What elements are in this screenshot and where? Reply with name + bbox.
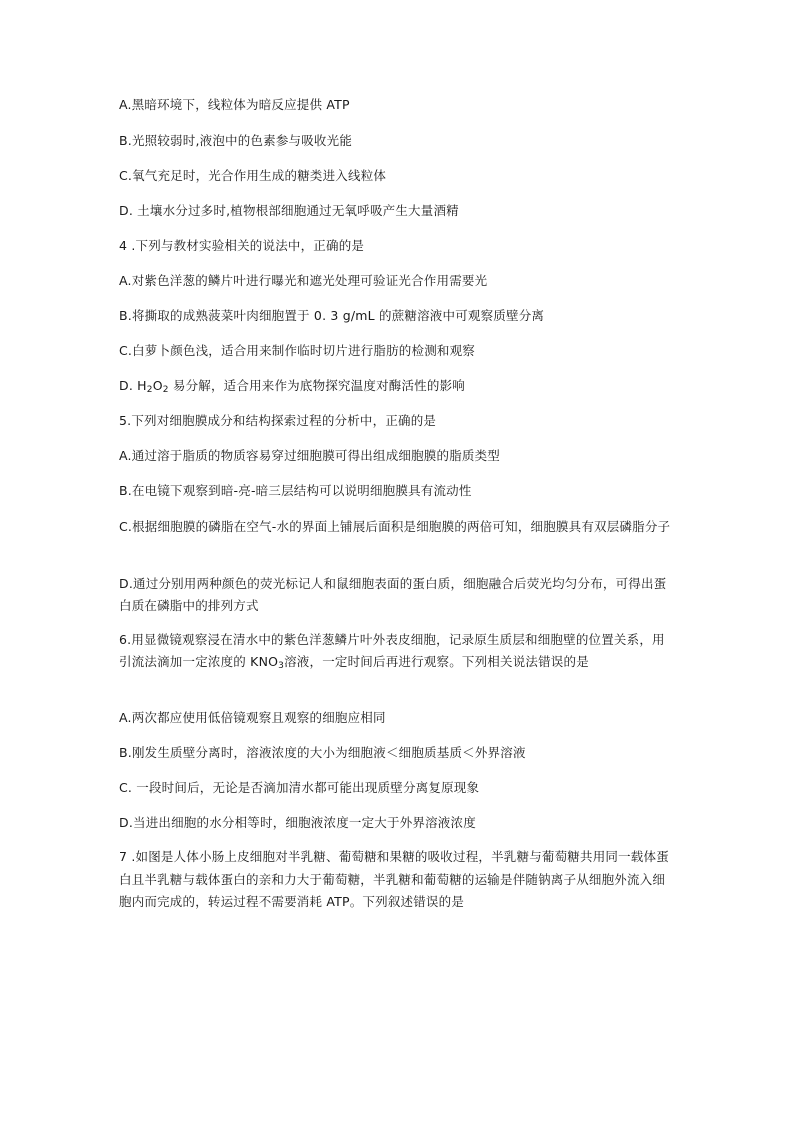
q5-option-c: C.根据细胞膜的磷脂在空气-水的界面上铺展后面积是细胞膜的两倍可知，细胞膜具有双层磷脂分子 [119,519,671,534]
q5-option-d: D.通过分别用两种颜色的荧光标记人和鼠细胞表面的蛋白质，细胞融合后荧光均匀分布，可得出蛋白质在磷脂中的排列方式 [119,576,667,613]
q3-option-d: D. 土壤水分过多时,植物根部细胞通过无氧呼吸产生大量酒精 [119,203,459,218]
q4-option-a: A.对紫色洋葱的鳞片叶进行曝光和遮光处理可验证光合作用需要光 [119,273,488,288]
q3-option-b: B.光照较弱时,液泡中的色素参与吸收光能 [119,133,353,148]
q7-stem: 7 .如图是人体小肠上皮细胞对半乳糖、葡萄糖和果糖的吸收过程，半乳糖与葡萄糖共用同一载体蛋白且半乳糖与载体蛋白的亲和力大于葡萄糖，半乳糖和葡萄糖的运输是伴随钠离子从细胞外流入细胞内而完成的，转运过程不需要消耗 ATP。下列叙述错误的是 [119,849,669,909]
q5-stem: 5.下列对细胞膜成分和结构探索过程的分析中，正确的是 [119,413,437,428]
q4-option-c: C.白萝卜颜色浅，适合用来制作临时切片进行脂肪的检测和观察 [119,343,476,358]
q3-option-c: C.氧气充足时，光合作用生成的糖类进入线粒体 [119,168,387,183]
q4-option-d: D. $H_2O_2$ 易分解，适合用来作为底物探究温度对酶活性的影响 [119,378,465,395]
q6-option-a: A.两次都应使用低倍镜观察且观察的细胞应相同 [119,710,386,725]
q6-option-b: B.刚发生质壁分离时，溶液浓度的大小为细胞液＜细胞质基质＜外界溶液 [119,745,526,760]
q4-option-b: B.将撕取的成熟菠菜叶肉细胞置于 0. 3 g/mL 的蔗糖溶液中可观察质壁分离 [119,308,545,323]
q5-option-b: B.在电镜下观察到暗-亮-暗三层结构可以说明细胞膜具有流动性 [119,483,472,498]
q6-stem: 6.用显微镜观察浸在清水中的紫色洋葱鳞片叶外表皮细胞，记录原生质层和细胞壁的位置关系，用引流法滴加一定浓度的 $KNO_3$溶液，一定时间后再进行观察。下列相关说法错误的是 [119,632,665,671]
q6-option-c: C. 一段时间后，无论是否滴加清水都可能出现质壁分离复原现象 [119,780,480,795]
q4-stem: 4 .下列与教材实验相关的说法中，正确的是 [119,238,365,253]
q6-option-d: D.当进出细胞的水分相等时，细胞液浓度一定大于外界溶液浓度 [119,815,476,830]
q3-option-a: A.黑暗环境下，线粒体为暗反应提供 ATP [119,97,350,112]
q5-option-a: A.通过溶于脂质的物质容易穿过细胞膜可得出组成细胞膜的脂质类型 [119,448,501,463]
